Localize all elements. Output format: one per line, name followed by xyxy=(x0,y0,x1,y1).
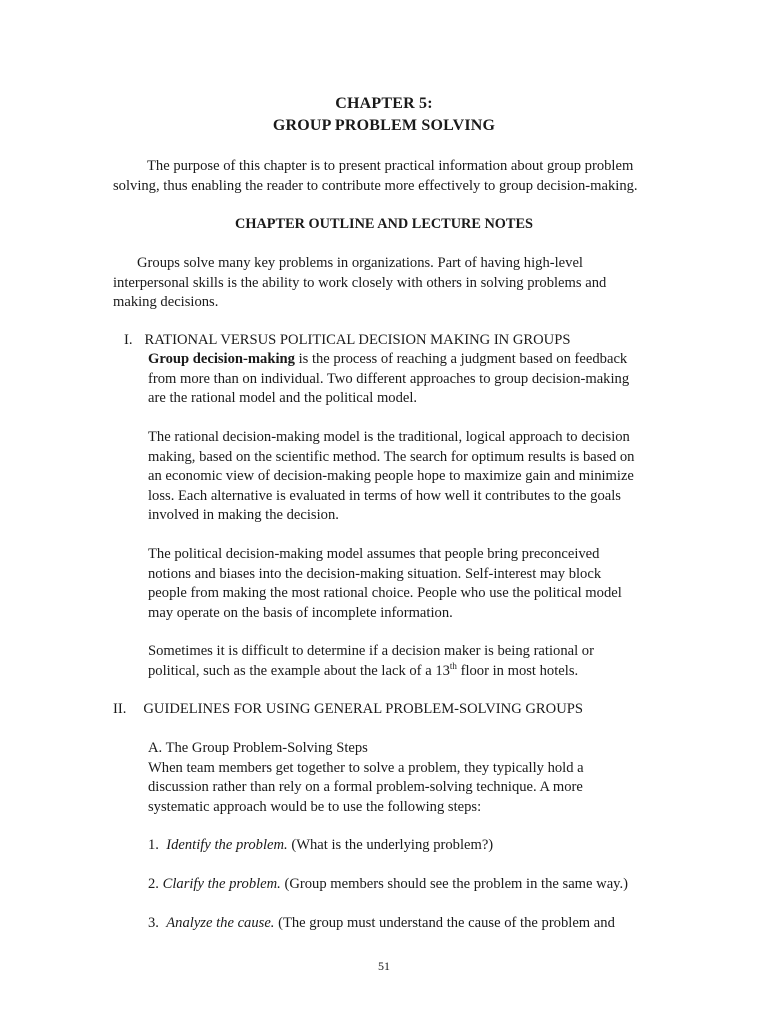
chapter-title: GROUP PROBLEM SOLVING xyxy=(272,117,496,134)
subsection-a-heading: A. The Group Problem-Solving Steps xyxy=(148,740,368,756)
intro-paragraph: Groups solve many key problems in organizations. Part of having high-level interpersonal skills is the ability to work closely with others in solving problems and making decisions. xyxy=(113,255,607,310)
outline-heading: CHAPTER OUTLINE AND LECTURE NOTES xyxy=(235,216,533,232)
chapter-number: CHAPTER 5: xyxy=(335,95,433,112)
section-1-heading xyxy=(124,331,570,351)
step-1: 1. Identify the problem. (What is the underlying problem?) xyxy=(148,837,494,853)
section-2-numeral: II. xyxy=(113,701,127,717)
step-3: 3. Analyze the cause. (The group must understand the cause of the problem and xyxy=(148,915,615,931)
problem-solving-steps-intro: A. The Group Problem-Solving Steps When team members get together to solve a problem, they typically hold a discussion rather than rely on a formal problem-solving technique. A more systematic approach would be to use the following steps: xyxy=(148,740,584,815)
rational-model-paragraph: The rational decision-making model is the traditional, logical approach to decision making, based on the scientific method. The search for optimum results is based on an economic view of decision-making people hope to maximize gain and minimize loss. Each alternative is evaluated in terms of how well it contributes to the goals involved in making the decision. xyxy=(148,429,635,523)
group-decision-definition: Group decision-making is the process of reaching a judgment based on feedback from more than on individual. Two different approaches to group decision-making are the rational model and the political model. xyxy=(148,351,630,406)
section-1-numeral: I. xyxy=(124,332,133,348)
political-model-paragraph: The political decision-making model assumes that people bring preconceived notions and biases into the decision-making situation. Self-interest may block people from making the most rational choice. People who use the political model may operate on the basis of incomplete information. xyxy=(148,546,622,621)
page-number: 51 xyxy=(378,959,390,973)
step-2: 2. Clarify the problem. (Group members should see the problem in the same way.) xyxy=(148,876,629,892)
section-2-title: GUIDELINES FOR USING GENERAL PROBLEM-SOLVING GROUPS xyxy=(143,701,583,717)
purpose-paragraph: The purpose of this chapter is to present practical information about group problem solving, thus enabling the reader to contribute more effectively to group decision-making. xyxy=(113,158,638,194)
rational-or-political-paragraph: Sometimes it is difficult to determine if a decision maker is being rational or political, such as the example about the lack of a 13th floor in most hotels. xyxy=(148,643,594,679)
definition-term: Group decision-making xyxy=(148,351,295,367)
section-1-title: RATIONAL VERSUS POLITICAL DECISION MAKING IN GROUPS xyxy=(144,332,571,348)
section-2-heading xyxy=(113,700,583,720)
